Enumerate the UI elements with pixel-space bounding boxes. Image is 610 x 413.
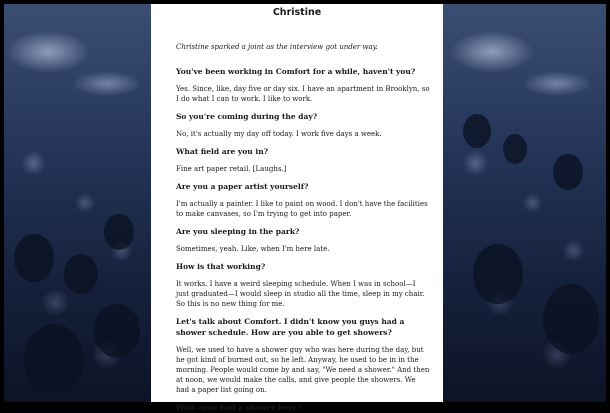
answer-6: It works. I have a weird sleeping schedule. When I was in school—I just graduated—I would sleep in studio all the time, sleep in my chair. So this is no new thing for me. — [176, 280, 425, 308]
article-intro: Christine sparked a joint as the interview got under way. — [176, 43, 378, 51]
question-6: How is that working? — [176, 262, 266, 271]
answer-5: Sometimes, yeah. Like, when I'm here late. — [176, 245, 330, 253]
background-photo-left — [4, 4, 151, 402]
question-1: You've been working in Comfort for a while, haven't you? — [176, 67, 416, 76]
answer-1: Yes. Since, like, day five or day six. I have an apartment in Brooklyn, so I do what I can to work. I like to work. — [176, 85, 430, 103]
answer-4: I'm actually a painter. I like to paint on wood. I don't have the facilities to make canvases, so I'm trying to get into paper. — [176, 200, 428, 218]
question-4: Are you a paper artist yourself? — [176, 182, 309, 191]
answer-3: Fine art paper retail. [Laughs.] — [176, 165, 287, 173]
answer-7: Well, we used to have a shower guy who was here during the day, but he got kind of burned out, so he left. Anyway, he used to be in in the morning. People would come by and say, "We need a shower." And then at noon, we would make the calls, and give people the showers. We had a paper list going on. — [176, 346, 430, 394]
question-8: Wait—you had a shower here? — [176, 403, 302, 412]
article-title: Christine — [272, 7, 322, 18]
question-5: Are you sleeping in the park? — [176, 227, 300, 236]
question-2: So you're coming during the day? — [176, 112, 318, 121]
page-frame — [4, 4, 606, 412]
answer-2: No, it's actually my day off today. I work five days a week. — [176, 130, 382, 138]
question-3: What field are you in? — [176, 147, 269, 156]
question-7: Let's talk about Comfort. I didn't know you guys had a shower schedule. How are you able to get showers? — [176, 317, 405, 337]
background-photo-right — [443, 4, 606, 402]
interview-panel — [151, 4, 443, 412]
